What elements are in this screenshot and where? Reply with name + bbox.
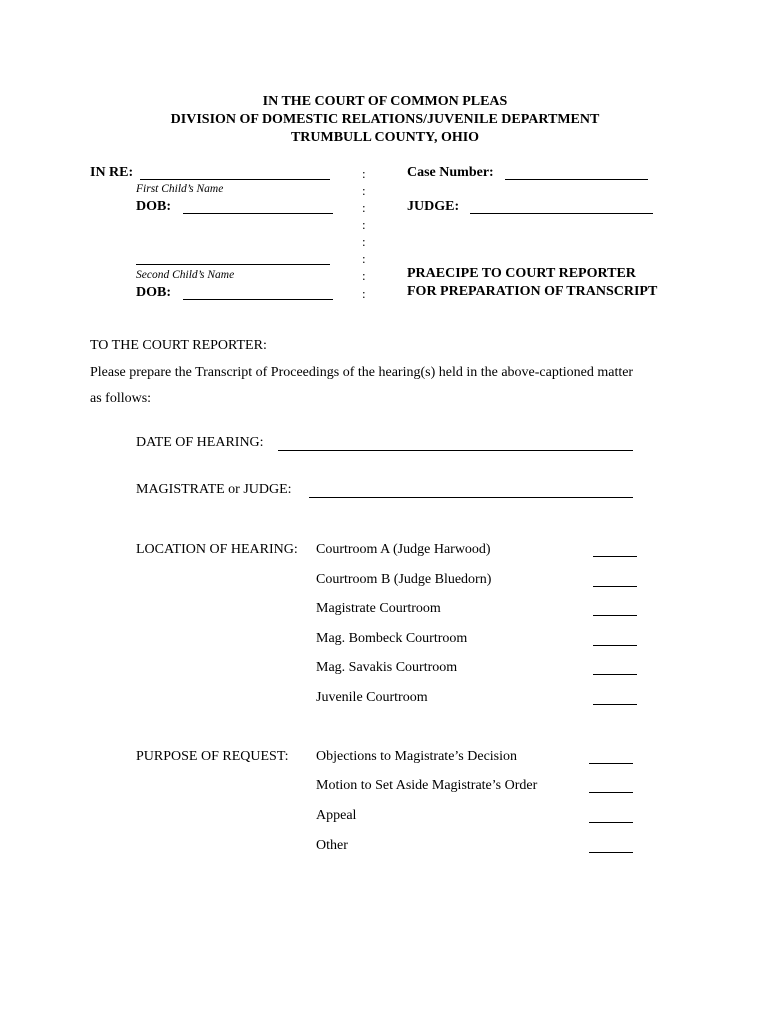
dob2-label: DOB: (136, 285, 171, 300)
document-title-line2: FOR PREPARATION OF TRANSCRIPT (407, 284, 658, 299)
case-number-label: Case Number: (407, 165, 494, 180)
judge-label: JUDGE: (407, 199, 460, 214)
instruction-line1: Please prepare the Transcript of Proceedings of the hearing(s) held in the above-captioned matter (90, 365, 634, 380)
location-option-courtroom-b: Courtroom B (Judge Bluedorn) (316, 572, 492, 587)
purpose-label: PURPOSE OF REQUEST: (136, 749, 289, 764)
location-option-magistrate: Magistrate Courtroom (316, 601, 441, 616)
county-name: TRUMBULL COUNTY, OHIO (290, 130, 480, 145)
in-re-label: IN RE: (90, 165, 134, 180)
date-of-hearing-field[interactable] (278, 450, 633, 451)
caption-colon: : (362, 268, 366, 283)
date-of-hearing-label: DATE OF HEARING: (136, 435, 264, 450)
second-child-name-field[interactable] (136, 264, 330, 265)
purpose-option-objections: Objections to Magistrate’s Decision (316, 749, 518, 764)
purpose-option-appeal: Appeal (316, 808, 357, 823)
location-checkbox-courtroom-a[interactable] (593, 556, 637, 557)
division-name: DIVISION OF DOMESTIC RELATIONS/JUVENILE DEPARTMENT (170, 112, 600, 127)
case-number-field[interactable] (505, 179, 648, 180)
purpose-checkbox-other[interactable] (589, 852, 633, 853)
location-checkbox-courtroom-b[interactable] (593, 586, 637, 587)
purpose-checkbox-objections[interactable] (589, 763, 633, 764)
caption-colon: : (362, 286, 366, 301)
judge-field[interactable] (470, 213, 653, 214)
dob-label: DOB: (136, 199, 171, 214)
dob2-field[interactable] (183, 299, 333, 300)
location-checkbox-magistrate[interactable] (593, 615, 637, 616)
location-checkbox-bombeck[interactable] (593, 645, 637, 646)
caption-colon: : (362, 183, 366, 198)
location-checkbox-juvenile[interactable] (593, 704, 637, 705)
caption-colon: : (362, 166, 366, 181)
location-label: LOCATION OF HEARING: (136, 542, 298, 557)
purpose-checkbox-appeal[interactable] (589, 822, 633, 823)
caption-colon: : (362, 217, 366, 232)
magistrate-judge-label: MAGISTRATE or JUDGE: (136, 482, 292, 497)
dob-field[interactable] (183, 213, 333, 214)
location-option-bombeck: Mag. Bombeck Courtroom (316, 631, 468, 646)
salutation: TO THE COURT REPORTER: (90, 338, 267, 353)
caption-colon: : (362, 234, 366, 249)
first-child-name-label: First Child’s Name (136, 183, 224, 195)
location-option-courtroom-a: Courtroom A (Judge Harwood) (316, 542, 491, 557)
magistrate-judge-field[interactable] (309, 497, 633, 498)
location-checkbox-savakis[interactable] (593, 674, 637, 675)
instruction-line2: as follows: (90, 391, 152, 406)
first-child-name-field[interactable] (140, 179, 330, 180)
second-child-name-label: Second Child’s Name (136, 269, 235, 281)
purpose-option-set-aside: Motion to Set Aside Magistrate’s Order (316, 778, 538, 793)
purpose-option-other: Other (316, 838, 348, 853)
caption-colon: : (362, 200, 366, 215)
caption-colon: : (362, 251, 366, 266)
document-title-line1: PRAECIPE TO COURT REPORTER (407, 266, 636, 281)
purpose-checkbox-set-aside[interactable] (589, 792, 633, 793)
court-name: IN THE COURT OF COMMON PLEAS (262, 94, 508, 109)
location-option-savakis: Mag. Savakis Courtroom (316, 660, 458, 675)
location-option-juvenile: Juvenile Courtroom (316, 690, 428, 705)
